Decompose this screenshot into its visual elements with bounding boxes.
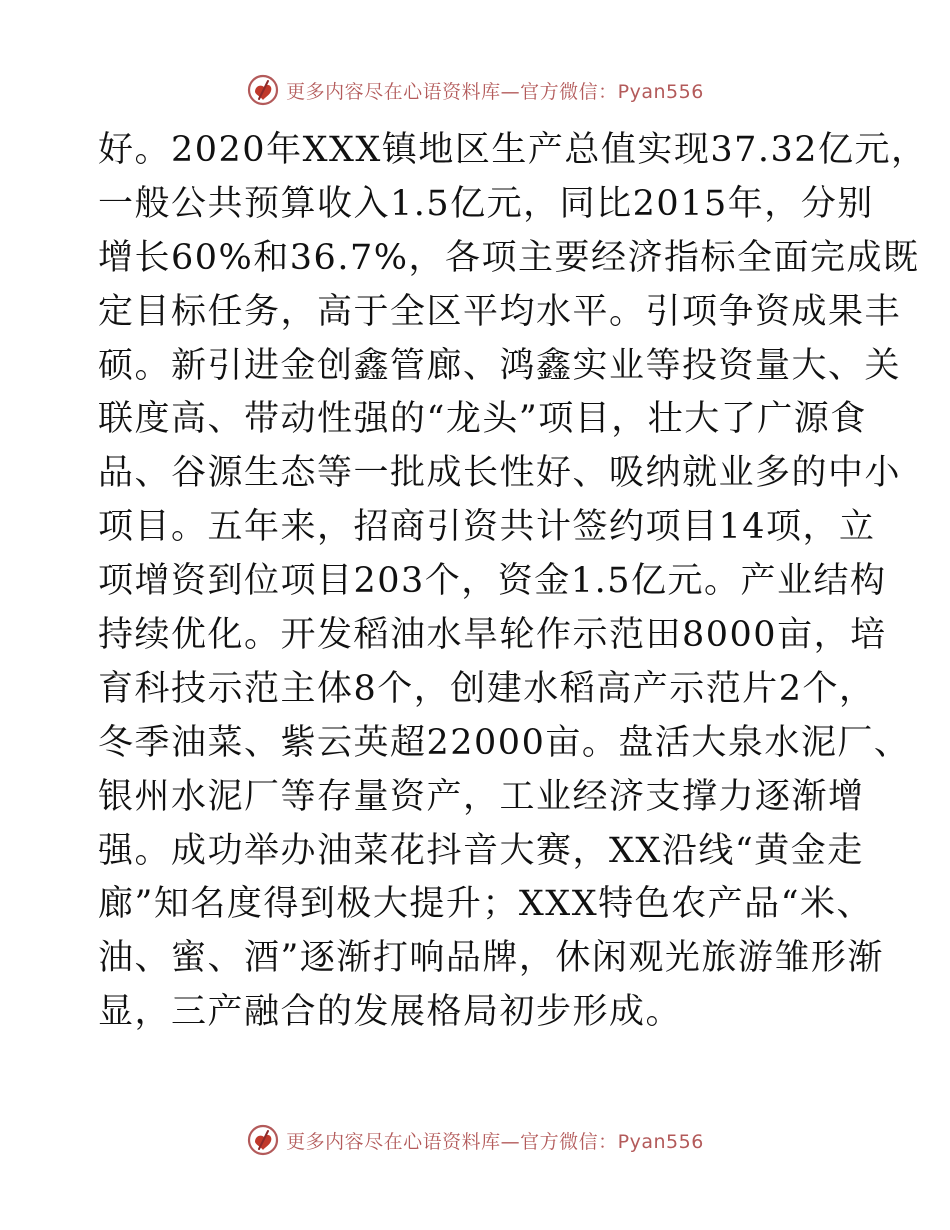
text-line: 持续优化。开发稻油水旱轮作示范田8000亩，培: [98, 615, 887, 656]
watermark-text: 更多内容尽在心语资料库—官方微信：Pyan556: [286, 80, 704, 103]
text-line: 一般公共预算收入1.5亿元，同比2015年，分别: [98, 183, 874, 224]
watermark-header: [0, 70, 950, 110]
text-line: 银州水泥厂等存量资产，工业经济支撑力逐渐增: [98, 776, 865, 817]
text-line: 增长60%和36.7%，各项主要经济指标全面完成既: [98, 237, 920, 278]
cloud-heart-logo-icon: [246, 73, 280, 107]
text-line-last: 显，三产融合的发展格局初步形成。: [98, 992, 683, 1033]
text-line: 项增资到位项目203个，资金1.5亿元。产业结构: [98, 561, 887, 602]
text-line: 项目。五年来，招商引资共计签约项目14项，立: [98, 507, 876, 548]
document-body: [98, 124, 928, 1040]
text-line: 联度高、带动性强的“龙头”项目，壮大了广源食: [98, 399, 867, 440]
text-line: 品、谷源生态等一批成长性好、吸纳就业多的中小: [98, 453, 902, 494]
text-line: 廊”知名度得到极大提升；XXX特色农产品“米、: [98, 884, 874, 925]
text-line: 育科技示范主体8个，创建水稻高产示范片2个，: [98, 668, 876, 709]
watermark-text: 更多内容尽在心语资料库—官方微信：Pyan556: [286, 1130, 704, 1153]
text-line: 硕。新引进金创鑫管廊、鸿鑫实业等投资量大、关: [98, 345, 902, 386]
text-line: 油、蜜、酒”逐渐打响品牌，休闲观光旅游雏形渐: [98, 938, 884, 979]
text-line: 冬季油菜、紫云英超22000亩。盘活大泉水泥厂、: [98, 722, 911, 763]
text-line: 好。2020年XXX镇地区生产总值实现37.32亿元，: [98, 130, 928, 170]
cloud-heart-logo-icon: [246, 1123, 280, 1157]
text-line: 强。成功举办油菜花抖音大赛，XX沿线“黄金走: [98, 830, 864, 871]
watermark-footer: [0, 1120, 950, 1160]
text-line: 定目标任务，高于全区平均水平。引项争资成果丰: [98, 291, 902, 332]
